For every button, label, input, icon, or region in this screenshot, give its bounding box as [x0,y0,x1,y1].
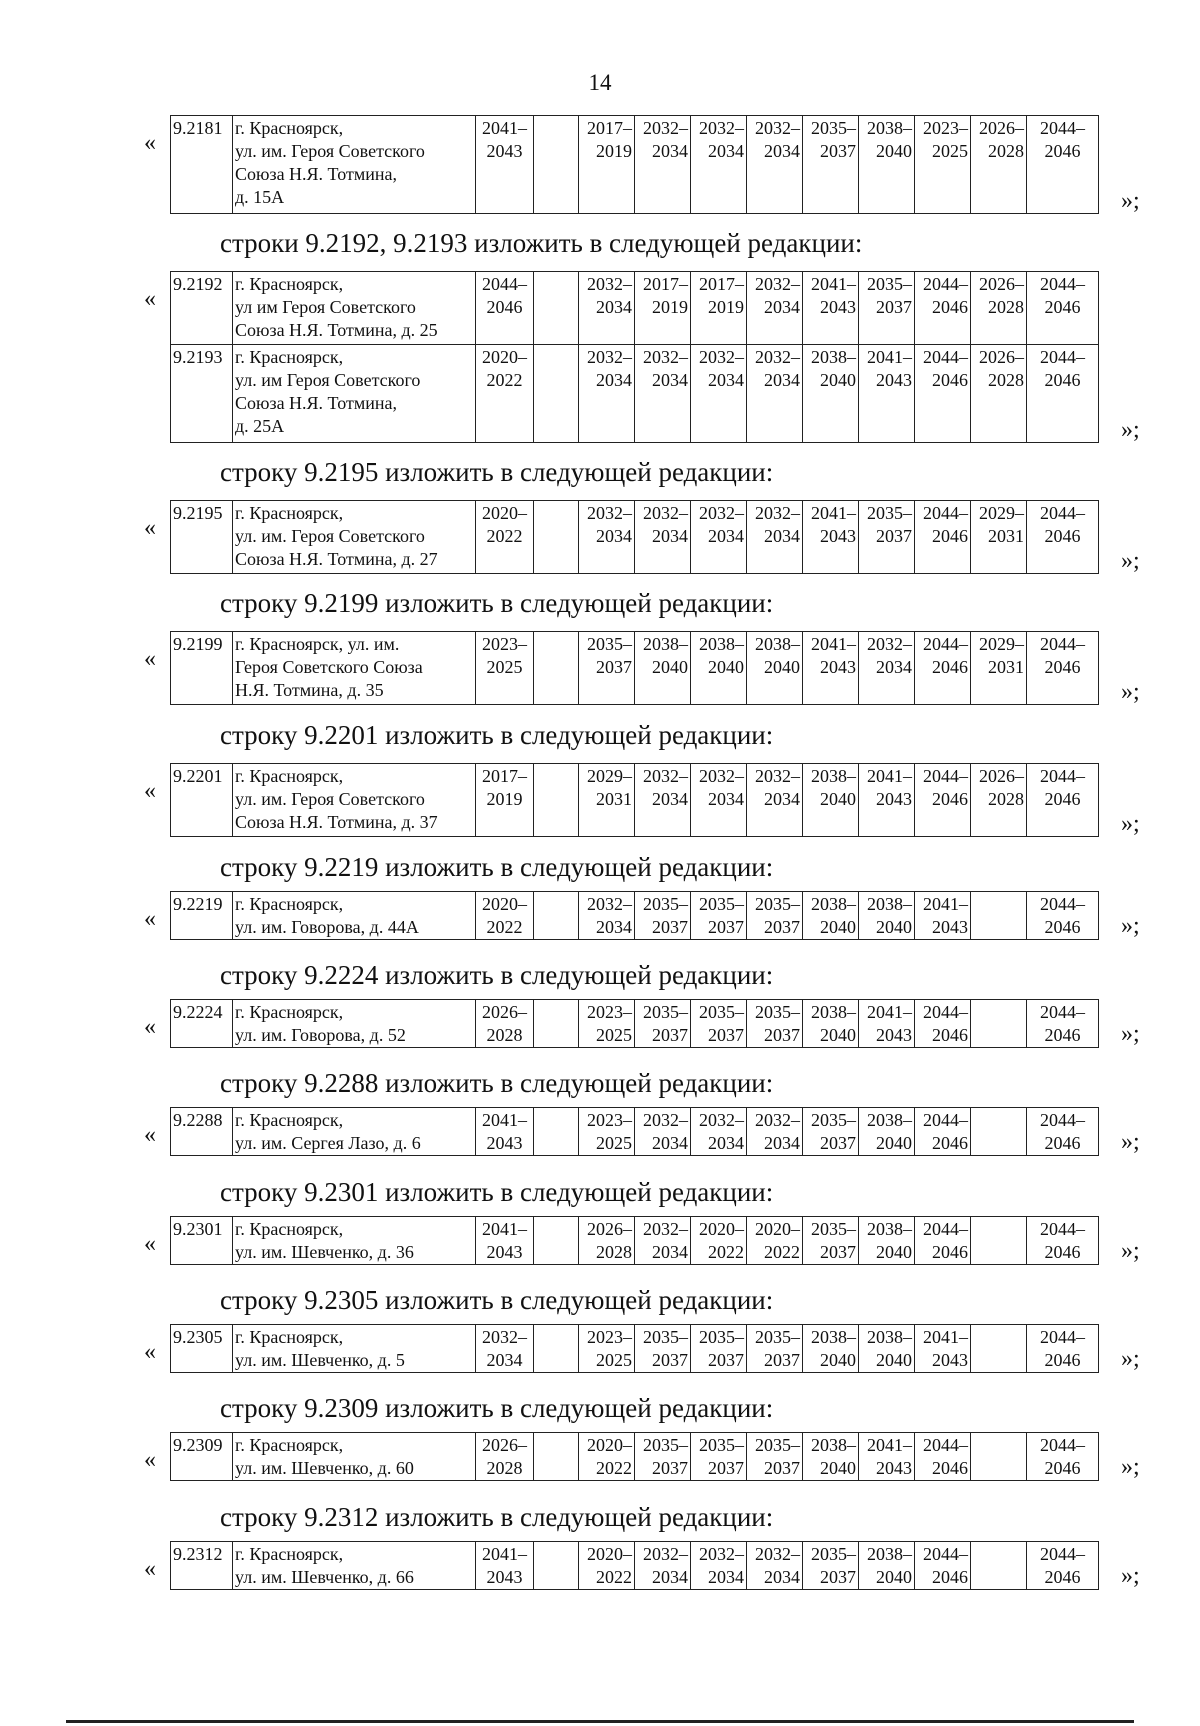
amendment-instruction: строку 9.2312 изложить в следующей редакции: [220,1502,774,1532]
year-range-cell: 2017– 2019 [579,116,635,214]
year-range-cell: 2032– 2034 [747,345,803,443]
year-range-cell: 2038– 2040 [803,1325,859,1373]
year-range-cell: 2032– 2034 [747,764,803,837]
amendment-table [170,1541,1099,1590]
year-range-cell: 2032– 2034 [747,272,803,345]
bottom-rule [66,1720,1134,1723]
table-row [171,632,1099,705]
year-range-cell: 2038– 2040 [859,1542,915,1590]
address-cell: г. Красноярск, ул. им. Героя Советского Союза Н.Я. Тотмина, д. 27 [233,501,476,574]
year-range-cell: 2041– 2043 [859,764,915,837]
row-number: 9.2199 [171,632,233,705]
year-range-cell: 2044– 2046 [915,1542,971,1590]
year-range-cell: 2044– 2046 [1027,272,1099,345]
amendment-table [170,631,1099,705]
year-range-cell: 2038– 2040 [859,1108,915,1156]
year-range-cell: 2035– 2037 [859,501,915,574]
amendment-instruction: строки 9.2192, 9.2193 изложить в следующей редакции: [220,228,863,258]
table-row [171,272,1099,345]
year-range-cell: 2023– 2025 [915,116,971,214]
quote-close: »; [1121,679,1140,705]
year-range-cell: 2032– 2034 [691,116,747,214]
quote-open: « [144,286,156,312]
year-range-cell: 2044– 2046 [915,764,971,837]
year-range-cell: 2029– 2031 [579,764,635,837]
year-range-cell: 2044– 2046 [915,501,971,574]
amendment-instruction: строку 9.2219 изложить в следующей редакции: [220,852,774,882]
year-range-cell: 2044– 2046 [915,1433,971,1481]
amendment-instruction: строку 9.2195 изложить в следующей редакции: [220,457,774,487]
year-range-cell: 2032– 2034 [635,1217,691,1265]
year-range-cell: 2035– 2037 [803,1108,859,1156]
year-range-cell [534,501,579,574]
year-range-cell: 2041– 2043 [859,1433,915,1481]
year-range-cell: 2026– 2028 [971,345,1027,443]
year-range-cell: 2035– 2037 [803,116,859,214]
address-cell: г. Красноярск, ул. им. Шевченко, д. 66 [233,1542,476,1590]
amendment-table [170,271,1099,443]
year-range-cell: 2035– 2037 [803,1217,859,1265]
year-range-cell: 2035– 2037 [635,1000,691,1048]
year-range-cell: 2032– 2034 [747,1108,803,1156]
year-range-cell: 2035– 2037 [635,1325,691,1373]
quote-close: »; [1121,188,1140,214]
year-range-cell: 2032– 2034 [635,501,691,574]
year-range-cell: 2044– 2046 [1027,1542,1099,1590]
address-cell: г. Красноярск, ул. им Героя Советского Союза Н.Я. Тотмина, д. 25А [233,345,476,443]
table-row [171,1325,1099,1373]
quote-open: « [144,1231,156,1257]
year-range-cell: 2035– 2037 [635,1433,691,1481]
year-range-cell: 2044– 2046 [476,272,534,345]
amendment-table [170,999,1099,1048]
year-range-cell: 2026– 2028 [476,1433,534,1481]
quote-close: »; [1121,913,1140,939]
quote-open: « [144,130,156,156]
year-range-cell: 2041– 2043 [803,632,859,705]
year-range-cell [534,1325,579,1373]
table-row [171,345,1099,443]
year-range-cell: 2032– 2034 [579,272,635,345]
quote-open: « [144,1556,156,1582]
year-range-cell: 2044– 2046 [1027,892,1099,940]
year-range-cell [971,892,1027,940]
row-number: 9.2312 [171,1542,233,1590]
amendment-table [170,1324,1099,1373]
year-range-cell: 2044– 2046 [1027,632,1099,705]
year-range-cell: 2029– 2031 [971,501,1027,574]
year-range-cell: 2032– 2034 [859,632,915,705]
year-range-cell: 2044– 2046 [915,272,971,345]
year-range-cell [534,1000,579,1048]
quote-open: « [144,1122,156,1148]
table-row [171,764,1099,837]
year-range-cell: 2032– 2034 [691,501,747,574]
year-range-cell: 2041– 2043 [476,1542,534,1590]
year-range-cell: 2038– 2040 [859,1217,915,1265]
year-range-cell: 2044– 2046 [1027,764,1099,837]
year-range-cell: 2038– 2040 [803,892,859,940]
year-range-cell: 2032– 2034 [635,1108,691,1156]
year-range-cell: 2026– 2028 [971,764,1027,837]
year-range-cell: 2020– 2022 [579,1542,635,1590]
year-range-cell: 2038– 2040 [803,345,859,443]
year-range-cell: 2032– 2034 [635,345,691,443]
year-range-cell: 2038– 2040 [691,632,747,705]
amendment-table [170,1432,1099,1481]
year-range-cell: 2035– 2037 [859,272,915,345]
year-range-cell: 2035– 2037 [579,632,635,705]
year-range-cell: 2041– 2043 [859,345,915,443]
year-range-cell: 2017– 2019 [635,272,691,345]
amendment-instruction: строку 9.2301 изложить в следующей редакции: [220,1177,774,1207]
year-range-cell [971,1433,1027,1481]
year-range-cell: 2041– 2043 [476,1108,534,1156]
year-range-cell [534,764,579,837]
year-range-cell: 2035– 2037 [747,1433,803,1481]
table-row [171,1108,1099,1156]
row-number: 9.2219 [171,892,233,940]
quote-close: »; [1121,1129,1140,1155]
year-range-cell [971,1325,1027,1373]
year-range-cell [971,1000,1027,1048]
quote-close: »; [1121,1454,1140,1480]
amendment-instruction: строку 9.2309 изложить в следующей редакции: [220,1393,774,1423]
quote-open: « [144,515,156,541]
year-range-cell: 2044– 2046 [1027,345,1099,443]
year-range-cell: 2026– 2028 [971,272,1027,345]
address-cell: г. Красноярск, ул. им. Говорова, д. 52 [233,1000,476,1048]
year-range-cell: 2032– 2034 [579,501,635,574]
year-range-cell: 2032– 2034 [691,1108,747,1156]
year-range-cell: 2020– 2022 [691,1217,747,1265]
year-range-cell: 2041– 2043 [476,116,534,214]
year-range-cell: 2044– 2046 [1027,501,1099,574]
address-cell: г. Красноярск, ул им Героя Советского Союза Н.Я. Тотмина, д. 25 [233,272,476,345]
year-range-cell [534,345,579,443]
year-range-cell: 2032– 2034 [691,764,747,837]
year-range-cell: 2032– 2034 [747,1542,803,1590]
quote-open: « [144,646,156,672]
address-cell: г. Красноярск, ул. им. Героя Советского Союза Н.Я. Тотмина, д. 15А [233,116,476,214]
year-range-cell: 2032– 2034 [579,892,635,940]
year-range-cell: 2026– 2028 [579,1217,635,1265]
row-number: 9.2288 [171,1108,233,1156]
year-range-cell: 2044– 2046 [915,1000,971,1048]
address-cell: г. Красноярск, ул. им. Героя Советского Союза Н.Я. Тотмина, д. 35 [233,632,476,705]
amendment-table [170,1107,1099,1156]
table-row [171,501,1099,574]
year-range-cell [534,1433,579,1481]
quote-close: »; [1121,1238,1140,1264]
quote-open: « [144,778,156,804]
year-range-cell: 2032– 2034 [635,116,691,214]
year-range-cell: 2020– 2022 [579,1433,635,1481]
year-range-cell: 2020– 2022 [747,1217,803,1265]
row-number: 9.2192 [171,272,233,345]
year-range-cell: 2041– 2043 [859,1000,915,1048]
address-cell: г. Красноярск, ул. им. Героя Советского Союза Н.Я. Тотмина, д. 37 [233,764,476,837]
quote-close: »; [1121,1563,1140,1589]
year-range-cell: 2032– 2034 [747,501,803,574]
year-range-cell: 2038– 2040 [859,1325,915,1373]
year-range-cell: 2038– 2040 [803,1433,859,1481]
quote-open: « [144,1447,156,1473]
year-range-cell: 2023– 2025 [579,1108,635,1156]
quote-open: « [144,1339,156,1365]
year-range-cell: 2026– 2028 [476,1000,534,1048]
amendment-instruction: строку 9.2288 изложить в следующей редакции: [220,1068,774,1098]
year-range-cell: 2041– 2043 [915,892,971,940]
page-number: 14 [588,70,612,95]
year-range-cell: 2026– 2028 [971,116,1027,214]
year-range-cell: 2041– 2043 [803,272,859,345]
year-range-cell: 2035– 2037 [635,892,691,940]
year-range-cell: 2038– 2040 [803,1000,859,1048]
year-range-cell: 2032– 2034 [635,1542,691,1590]
quote-close: »; [1121,548,1140,574]
year-range-cell: 2035– 2037 [691,1000,747,1048]
address-cell: г. Красноярск, ул. им. Шевченко, д. 60 [233,1433,476,1481]
amendment-instruction: строку 9.2199 изложить в следующей редакции: [220,588,774,618]
year-range-cell: 2044– 2046 [915,1217,971,1265]
amendment-table [170,115,1099,214]
year-range-cell: 2038– 2040 [635,632,691,705]
year-range-cell: 2032– 2034 [635,764,691,837]
year-range-cell [971,1217,1027,1265]
year-range-cell: 2032– 2034 [579,345,635,443]
year-range-cell [971,1542,1027,1590]
year-range-cell: 2041– 2043 [803,501,859,574]
address-cell: г. Красноярск, ул. им. Говорова, д. 44А [233,892,476,940]
year-range-cell: 2038– 2040 [803,764,859,837]
year-range-cell: 2017– 2019 [691,272,747,345]
row-number: 9.2309 [171,1433,233,1481]
year-range-cell: 2044– 2046 [1027,116,1099,214]
amendment-instruction: строку 9.2224 изложить в следующей редакции: [220,960,774,990]
amendment-instruction: строку 9.2201 изложить в следующей редакции: [220,720,774,750]
row-number: 9.2193 [171,345,233,443]
year-range-cell: 2032– 2034 [476,1325,534,1373]
year-range-cell: 2023– 2025 [579,1000,635,1048]
row-number: 9.2181 [171,116,233,214]
year-range-cell: 2035– 2037 [747,1325,803,1373]
row-number: 9.2195 [171,501,233,574]
year-range-cell: 2038– 2040 [859,892,915,940]
year-range-cell [534,272,579,345]
year-range-cell [534,1542,579,1590]
table-row [171,1217,1099,1265]
amendment-table [170,891,1099,940]
year-range-cell: 2041– 2043 [915,1325,971,1373]
year-range-cell: 2044– 2046 [915,1108,971,1156]
year-range-cell: 2020– 2022 [476,892,534,940]
quote-close: »; [1121,811,1140,837]
year-range-cell: 2038– 2040 [747,632,803,705]
year-range-cell: 2017– 2019 [476,764,534,837]
year-range-cell: 2035– 2037 [803,1542,859,1590]
row-number: 9.2305 [171,1325,233,1373]
year-range-cell [534,632,579,705]
year-range-cell: 2035– 2037 [747,892,803,940]
year-range-cell [971,1108,1027,1156]
year-range-cell [534,892,579,940]
amendment-table [170,500,1099,574]
year-range-cell: 2032– 2034 [747,116,803,214]
year-range-cell: 2023– 2025 [476,632,534,705]
year-range-cell: 2044– 2046 [1027,1325,1099,1373]
row-number: 9.2301 [171,1217,233,1265]
year-range-cell [534,116,579,214]
address-cell: г. Красноярск, ул. им. Шевченко, д. 5 [233,1325,476,1373]
quote-close: »; [1121,1346,1140,1372]
year-range-cell: 2032– 2034 [691,345,747,443]
year-range-cell: 2044– 2046 [1027,1108,1099,1156]
amendment-table [170,763,1099,837]
address-cell: г. Красноярск, ул. им. Шевченко, д. 36 [233,1217,476,1265]
year-range-cell [534,1108,579,1156]
year-range-cell: 2035– 2037 [691,1325,747,1373]
table-row [171,116,1099,214]
amendment-instruction: строку 9.2305 изложить в следующей редакции: [220,1285,774,1315]
quote-close: »; [1121,1021,1140,1047]
quote-close: »; [1121,417,1140,443]
year-range-cell: 2044– 2046 [1027,1217,1099,1265]
row-number: 9.2201 [171,764,233,837]
year-range-cell: 2044– 2046 [915,632,971,705]
year-range-cell: 2038– 2040 [859,116,915,214]
table-row [171,892,1099,940]
quote-open: « [144,1014,156,1040]
year-range-cell: 2032– 2034 [691,1542,747,1590]
year-range-cell: 2020– 2022 [476,501,534,574]
year-range-cell: 2044– 2046 [915,345,971,443]
year-range-cell: 2029– 2031 [971,632,1027,705]
year-range-cell: 2035– 2037 [691,892,747,940]
year-range-cell: 2035– 2037 [691,1433,747,1481]
table-row [171,1000,1099,1048]
amendment-table [170,1216,1099,1265]
table-row [171,1433,1099,1481]
row-number: 9.2224 [171,1000,233,1048]
address-cell: г. Красноярск, ул. им. Сергея Лазо, д. 6 [233,1108,476,1156]
year-range-cell [534,1217,579,1265]
year-range-cell: 2035– 2037 [747,1000,803,1048]
year-range-cell: 2023– 2025 [579,1325,635,1373]
table-row [171,1542,1099,1590]
year-range-cell: 2044– 2046 [1027,1000,1099,1048]
year-range-cell: 2041– 2043 [476,1217,534,1265]
year-range-cell: 2020– 2022 [476,345,534,443]
quote-open: « [144,906,156,932]
year-range-cell: 2044– 2046 [1027,1433,1099,1481]
